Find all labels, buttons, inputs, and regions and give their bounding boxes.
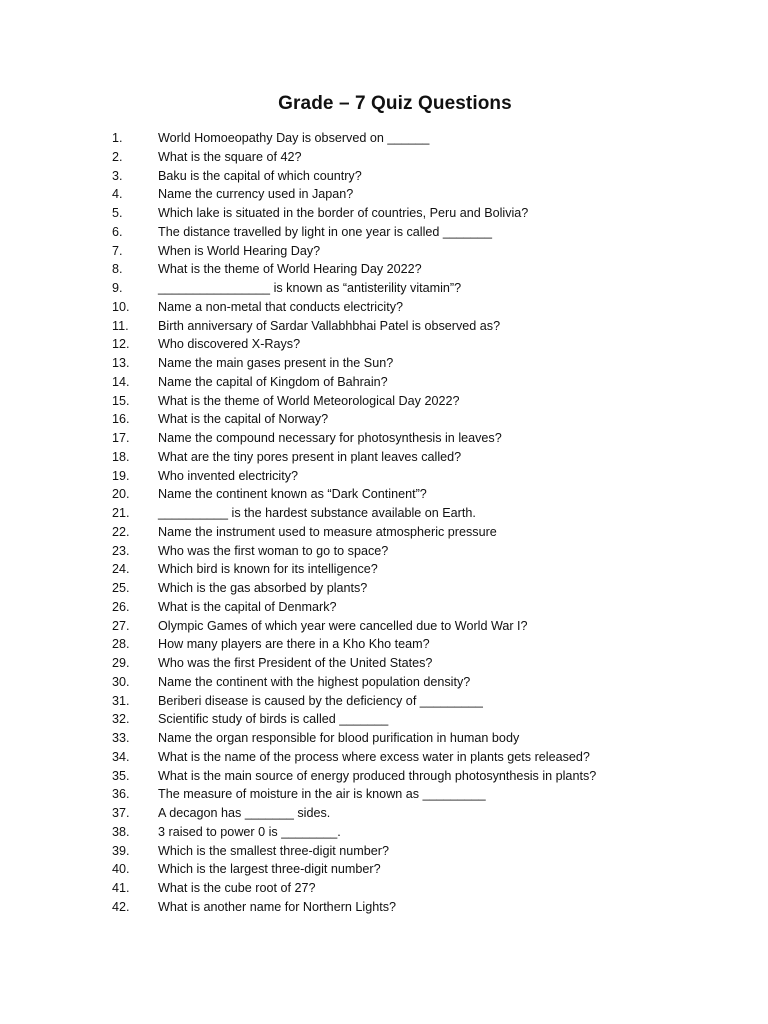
list-item	[0, 448, 768, 467]
list-item	[0, 129, 768, 148]
question-text: How many players are there in a Kho Kho team?	[158, 637, 430, 652]
question-number: 29.	[112, 656, 130, 670]
question-text: Which is the gas absorbed by plants?	[158, 581, 368, 595]
list-item	[0, 242, 768, 261]
list-item	[0, 654, 768, 673]
question-number: 22.	[112, 524, 130, 539]
list-item	[0, 298, 768, 317]
question-list	[0, 129, 768, 917]
list-item	[0, 785, 768, 804]
question-text: Who discovered X-Rays?	[158, 337, 301, 352]
list-item	[0, 223, 768, 242]
question-text: Name the continent known as “Dark Continent”?	[158, 487, 427, 502]
list-item	[0, 204, 768, 223]
list-item	[0, 842, 768, 861]
question-text: Who invented electricity?	[158, 468, 298, 483]
list-item	[0, 598, 768, 617]
question-number: 20.	[112, 487, 130, 502]
question-text: What are the tiny pores present in plant leaves called?	[158, 449, 462, 464]
list-item	[0, 748, 768, 767]
question-text: Which is the smallest three-digit number?	[158, 843, 389, 858]
list-item	[0, 560, 768, 579]
question-text: What is the capital of Norway?	[158, 412, 329, 427]
question-number: 42.	[112, 899, 130, 914]
question-number: 7.	[112, 243, 123, 258]
list-item	[0, 410, 768, 429]
list-item	[0, 335, 768, 354]
question-text: The distance travelled by light in one year is called _______	[158, 224, 492, 239]
question-number: 32.	[112, 712, 130, 727]
question-number: 4.	[112, 187, 123, 202]
question-text: What is the main source of energy produced through photosynthesis in plants?	[158, 768, 597, 783]
question-text: World Homoeopathy Day is observed on ______	[158, 131, 430, 145]
list-item	[0, 317, 768, 336]
question-text: 3 raised to power 0 is ________.	[158, 824, 341, 839]
list-item	[0, 279, 768, 298]
question-number: 26.	[112, 599, 130, 614]
question-number: 10.	[112, 299, 130, 314]
question-text: Beriberi disease is caused by the deficiency of _________	[158, 693, 483, 708]
question-number: 38.	[112, 824, 130, 839]
question-number: 25.	[112, 581, 130, 595]
question-text: Name the currency used in Japan?	[158, 187, 354, 202]
question-number: 33.	[112, 731, 130, 745]
list-item	[0, 729, 768, 748]
question-text: Name the compound necessary for photosynthesis in leaves?	[158, 431, 502, 445]
question-number: 5.	[112, 206, 123, 220]
question-number: 27.	[112, 618, 130, 633]
question-number: 17.	[112, 431, 130, 445]
list-item	[0, 260, 768, 279]
question-text: Scientific study of birds is called _______	[158, 712, 389, 727]
question-number: 37.	[112, 806, 130, 820]
list-item	[0, 860, 768, 879]
question-number: 8.	[112, 262, 123, 277]
question-text: A decagon has _______ sides.	[158, 806, 331, 820]
question-number: 28.	[112, 637, 130, 652]
list-item	[0, 898, 768, 917]
list-item	[0, 767, 768, 786]
question-text: Name the organ responsible for blood purification in human body	[158, 731, 520, 745]
list-item	[0, 542, 768, 561]
list-item	[0, 579, 768, 598]
list-item	[0, 373, 768, 392]
question-text: __________ is the hardest substance available on Earth.	[158, 506, 476, 520]
list-item	[0, 804, 768, 823]
list-item	[0, 673, 768, 692]
question-number: 24.	[112, 562, 130, 577]
question-text: Baku is the capital of which country?	[158, 168, 362, 183]
question-text: What is the square of 42?	[158, 149, 302, 164]
question-text: Name the main gases present in the Sun?	[158, 356, 394, 370]
list-item	[0, 148, 768, 167]
list-item	[0, 635, 768, 654]
question-number: 13.	[112, 356, 130, 370]
list-item	[0, 879, 768, 898]
question-number: 11.	[112, 318, 129, 333]
question-text: Name the instrument used to measure atmospheric pressure	[158, 524, 497, 539]
question-number: 14.	[112, 374, 130, 389]
question-number: 6.	[112, 224, 123, 239]
question-text: Name the capital of Kingdom of Bahrain?	[158, 374, 388, 389]
list-item	[0, 167, 768, 186]
question-number: 12.	[112, 337, 130, 352]
page-title: Grade – 7 Quiz Questions	[278, 93, 512, 114]
question-text: Birth anniversary of Sardar Vallabhbhai Patel is observed as?	[158, 318, 501, 333]
question-text: Which lake is situated in the border of countries, Peru and Bolivia?	[158, 206, 529, 220]
question-text: What is the theme of World Hearing Day 2022?	[158, 262, 422, 277]
question-number: 1.	[112, 131, 123, 145]
list-item	[0, 692, 768, 711]
question-number: 39.	[112, 843, 130, 858]
question-text: Name a non-metal that conducts electricity?	[158, 299, 403, 314]
list-item	[0, 617, 768, 636]
list-item	[0, 185, 768, 204]
question-text: The measure of moisture in the air is known as _________	[158, 787, 486, 802]
question-text: When is World Hearing Day?	[158, 243, 321, 258]
question-number: 16.	[112, 412, 130, 427]
question-text: Who was the first woman to go to space?	[158, 543, 389, 558]
question-number: 31.	[112, 693, 130, 708]
question-text: Which is the largest three-digit number?	[158, 862, 381, 877]
list-item	[0, 354, 768, 373]
question-number: 3.	[112, 168, 123, 183]
question-text: What is the name of the process where excess water in plants gets released?	[158, 749, 590, 764]
question-number: 21.	[112, 506, 130, 520]
list-item	[0, 429, 768, 448]
list-item	[0, 392, 768, 411]
question-number: 23.	[112, 543, 130, 558]
question-number: 30.	[112, 674, 130, 689]
question-text: Which bird is known for its intelligence?	[158, 562, 378, 577]
question-text: Who was the first President of the United States?	[158, 656, 433, 670]
list-item	[0, 485, 768, 504]
question-text: What is the capital of Denmark?	[158, 599, 337, 614]
question-text: Name the continent with the highest population density?	[158, 674, 471, 689]
question-text: What is the theme of World Meteorological Day 2022?	[158, 393, 460, 408]
question-number: 40.	[112, 862, 130, 877]
question-number: 36.	[112, 787, 130, 802]
list-item	[0, 823, 768, 842]
question-number: 2.	[112, 149, 123, 164]
question-text: Olympic Games of which year were cancelled due to World War I?	[158, 618, 528, 633]
question-text: What is another name for Northern Lights?	[158, 899, 397, 914]
question-text: What is the cube root of 27?	[158, 881, 316, 895]
question-number: 35.	[112, 768, 130, 783]
question-number: 15.	[112, 393, 130, 408]
question-number: 19.	[112, 468, 130, 483]
question-number: 34.	[112, 749, 130, 764]
list-item	[0, 467, 768, 486]
list-item	[0, 504, 768, 523]
question-number: 9.	[112, 281, 123, 295]
question-text: ________________ is known as “antisterility vitamin”?	[158, 281, 462, 295]
question-number: 18.	[112, 449, 130, 464]
list-item	[0, 710, 768, 729]
question-number: 41.	[112, 881, 130, 895]
list-item	[0, 523, 768, 542]
